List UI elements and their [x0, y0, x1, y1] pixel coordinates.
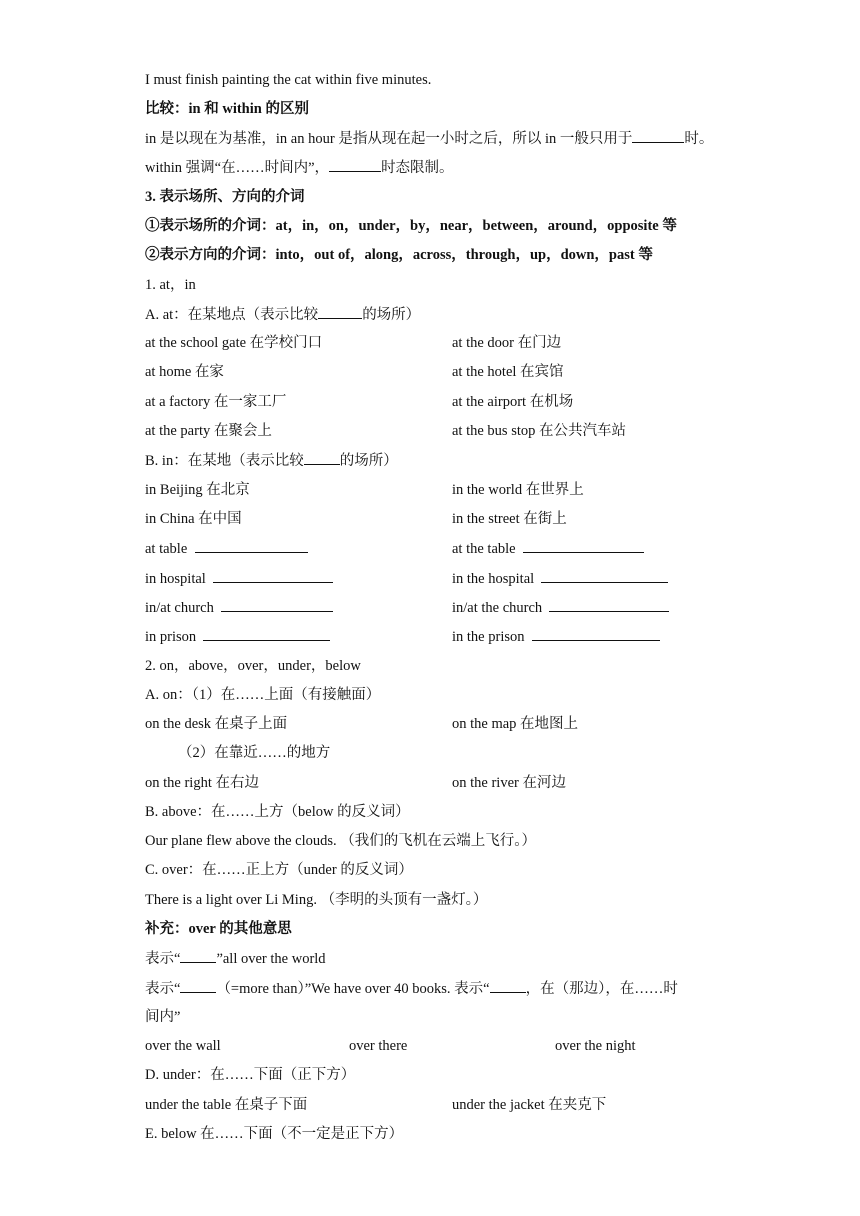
on-definition-2: （2）在靠近……的地方	[178, 745, 331, 761]
on-example: on the right 在右边	[145, 775, 259, 791]
on-example: on the river 在河边	[452, 775, 566, 791]
place-prepositions: ①表示场所的介词：at，in，on，under，by，near，between，around，opposite 等	[145, 218, 677, 234]
over-example: over there	[349, 1038, 408, 1054]
on-example: on the desk 在桌子上面	[145, 716, 288, 732]
in-example: in Beijing 在北京	[145, 482, 250, 498]
fill-blank[interactable]	[541, 568, 668, 583]
blank-example-text: in the prison	[452, 629, 525, 645]
over-meaning-text: （=more than）”We have over 40 books. 表示“	[216, 981, 490, 997]
in-example: in China 在中国	[145, 511, 242, 527]
at-example: at the door 在门边	[452, 335, 562, 351]
over-meaning-2	[145, 978, 678, 999]
blank-example	[452, 568, 668, 589]
at-example: at the airport 在机场	[452, 394, 574, 410]
above-example: Our plane flew above the clouds. （我们的飞机在云端上飞行。）	[145, 833, 537, 849]
fill-blank[interactable]	[180, 978, 216, 993]
within-rule	[145, 157, 454, 178]
blank-example	[145, 568, 333, 589]
in-rule	[145, 128, 713, 149]
blank-example-text: in prison	[145, 629, 197, 645]
over-example: over the wall	[145, 1038, 221, 1054]
over-meaning-text: ，在（那边），在……时	[525, 981, 678, 997]
in-example: in the street 在街上	[452, 511, 567, 527]
under-example: under the table 在桌子下面	[145, 1097, 308, 1113]
blank-example	[452, 626, 660, 647]
over-definition: C. over：在……正上方（under 的反义词）	[145, 862, 413, 878]
over-meaning-text: 表示“	[145, 981, 181, 997]
at-definition-end: 的场所）	[362, 307, 421, 323]
under-example: under the jacket 在夹克下	[452, 1097, 607, 1113]
section-3-heading: 3. 表示场所、方向的介词	[145, 189, 305, 205]
within-rule-text: within 强调“在……时间内”，	[145, 160, 330, 176]
at-example: at home 在家	[145, 364, 224, 380]
fill-blank[interactable]	[329, 157, 381, 172]
in-example: in the world 在世界上	[452, 482, 584, 498]
fill-blank[interactable]	[632, 128, 684, 143]
blank-example-text: in the hospital	[452, 571, 535, 587]
fill-blank[interactable]	[180, 948, 216, 963]
over-meaning-text: 表示“	[145, 951, 181, 967]
blank-example	[145, 538, 308, 559]
subsection-2-heading: 2. on，above，over，under，below	[145, 658, 361, 674]
blank-example-text: in/at church	[145, 600, 214, 616]
at-example: at the hotel 在宾馆	[452, 364, 564, 380]
below-definition: E. below 在……下面（不一定是正下方）	[145, 1126, 404, 1142]
over-meaning-text: ”all over the world	[216, 951, 326, 967]
at-definition-text: A. at：在某地点（表示比较	[145, 307, 319, 323]
blank-example	[145, 626, 330, 647]
in-definition-end: 的场所）	[339, 453, 398, 469]
at-example: at a factory 在一家工厂	[145, 394, 287, 410]
fill-blank[interactable]	[213, 568, 333, 583]
over-example: There is a light over Li Ming. （李明的头顶有一盏灯。）	[145, 892, 488, 908]
blank-example-text: in/at the church	[452, 600, 543, 616]
at-example: at the bus stop 在公共汽车站	[452, 423, 626, 439]
compare-heading: 比较：in 和 within 的区别	[145, 101, 309, 117]
fill-blank[interactable]	[490, 978, 526, 993]
fill-blank[interactable]	[532, 626, 660, 641]
at-definition	[145, 304, 420, 325]
over-meaning-2-continued: 间内”	[145, 1009, 181, 1025]
fill-blank[interactable]	[304, 450, 340, 465]
supplement-heading: 补充：over 的其他意思	[145, 921, 292, 937]
on-definition-1: A. on：（1）在……上面（有接触面）	[145, 687, 381, 703]
blank-example	[145, 597, 333, 618]
subsection-1-heading: 1. at，in	[145, 277, 196, 293]
fill-blank[interactable]	[549, 597, 669, 612]
above-definition: B. above：在……上方（below 的反义词）	[145, 804, 410, 820]
in-definition-text: B. in：在某地（表示比较	[145, 453, 304, 469]
fill-blank[interactable]	[523, 538, 644, 553]
under-definition: D. under：在……下面（正下方）	[145, 1067, 356, 1083]
direction-prepositions: ②表示方向的介词：into，out of，along，across，through，up，down，past 等	[145, 247, 653, 263]
within-rule-end: 时态限制。	[381, 160, 454, 176]
blank-example	[452, 597, 669, 618]
in-rule-end: 时。	[684, 131, 714, 147]
example-sentence: I must finish painting the cat within five minutes.	[145, 72, 432, 88]
in-definition	[145, 450, 398, 471]
blank-example-text: in hospital	[145, 571, 206, 587]
fill-blank[interactable]	[318, 304, 362, 319]
fill-blank[interactable]	[203, 626, 330, 641]
fill-blank[interactable]	[195, 538, 308, 553]
at-example: at the party 在聚会上	[145, 423, 272, 439]
on-example: on the map 在地图上	[452, 716, 579, 732]
blank-example-text: at table	[145, 541, 188, 557]
in-rule-text: in 是以现在为基准，in an hour 是指从现在起一小时之后，所以 in 一般只用于	[145, 131, 633, 147]
at-example: at the school gate 在学校门口	[145, 335, 323, 351]
fill-blank[interactable]	[221, 597, 333, 612]
over-meaning-1	[145, 948, 326, 969]
blank-example-text: at the table	[452, 541, 516, 557]
blank-example	[452, 538, 644, 559]
over-example: over the night	[555, 1038, 636, 1054]
